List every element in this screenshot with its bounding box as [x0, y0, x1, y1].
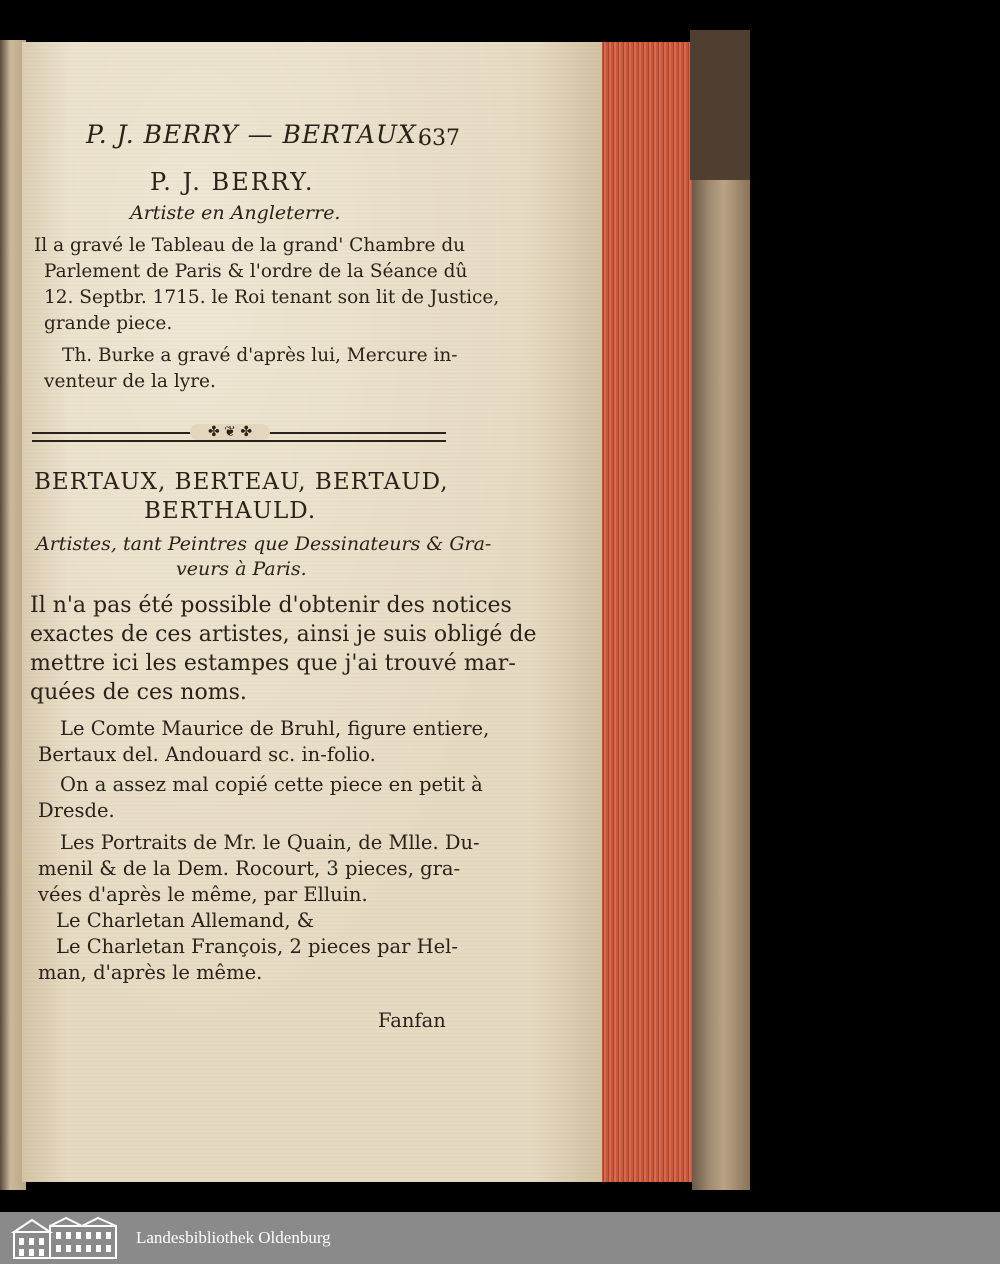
- section2-intro-line3: mettre ici les estampes que j'ai trouvé mar-: [30, 651, 516, 676]
- section2-title-line1: BERTAUX, BERTEAU, BERTAUD,: [34, 469, 449, 495]
- section1-para1-line1: Il a gravé le Tableau de la grand' Chambre du: [34, 235, 466, 256]
- rule-ornament-icon: ✤ ❦ ✤: [190, 424, 270, 440]
- library-building-logo-icon: [10, 1214, 122, 1262]
- section1-para1-line4: grande piece.: [44, 313, 173, 334]
- entry1-line1: Le Comte Maurice de Bruhl, figure entiere,: [60, 717, 490, 740]
- entry3-line3: vées d'après le même, par Elluin.: [38, 883, 368, 906]
- running-title: P. J. BERRY — BERTAUX.: [86, 120, 426, 149]
- entry4-line2: Le Charletan François, 2 pieces par Hel-: [56, 935, 458, 958]
- entry2-line2: Dresde.: [38, 799, 115, 822]
- entry2-line1: On a assez mal copié cette piece en petit à: [60, 773, 483, 796]
- section2-intro-line1: Il n'a pas été possible d'obtenir des notices: [30, 593, 512, 618]
- footer-label[interactable]: Landesbibliothek Oldenburg: [136, 1228, 331, 1247]
- section2-intro-line2: exactes de ces artistes, ainsi je suis obligé de: [30, 622, 537, 647]
- entry4-line1: Le Charletan Allemand, &: [56, 909, 315, 932]
- section2-intro-line4: quées de ces noms.: [30, 680, 247, 705]
- entry3-line2: menil & de la Dem. Rocourt, 3 pieces, gra-: [38, 857, 461, 880]
- section2-title-line2: BERTHAULD.: [144, 498, 317, 524]
- catchword: Fanfan: [378, 1009, 446, 1032]
- section2-subtitle-line1: Artistes, tant Peintres que Dessinateurs & Gra-: [36, 533, 492, 555]
- page-number: 637: [418, 126, 460, 151]
- section1-para2-line1: Th. Burke a gravé d'après lui, Mercure in-: [62, 345, 458, 366]
- entry3-line1: Les Portraits de Mr. le Quain, de Mlle. Du-: [60, 831, 480, 854]
- section1-para1-line2: Parlement de Paris & l'ordre de la Séance dû: [44, 261, 468, 282]
- entry4-line3: man, d'après le même.: [38, 961, 263, 984]
- section1-para2-line2: venteur de la lyre.: [44, 371, 216, 392]
- section1-subtitle: Artiste en Angleterre.: [130, 202, 341, 224]
- section2-subtitle-line2: veurs à Paris.: [176, 558, 307, 580]
- book-cover: [692, 30, 750, 1190]
- book-cover-top: [690, 30, 750, 180]
- entry1-line2: Bertaux del. Andouard sc. in-folio.: [38, 743, 376, 766]
- page-edges: [596, 42, 696, 1182]
- section1-title: P. J. BERRY.: [150, 168, 315, 196]
- section1-para1-line3: 12. Septbr. 1715. le Roi tenant son lit de Justice,: [44, 287, 500, 308]
